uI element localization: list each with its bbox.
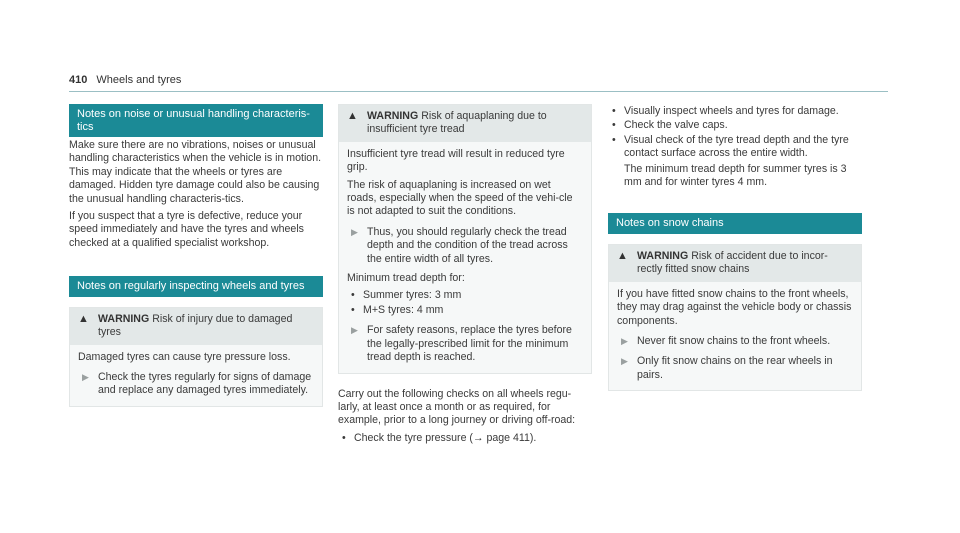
paragraph: Minimum tread depth for: — [347, 272, 465, 285]
paragraph: If you suspect that a tyre is defective, reduce your speed immediately and have the tyres and wheels checked at a qualified specialist workshop. — [69, 210, 304, 249]
action-item: ▶ Never fit snow chains to the front wheels. — [617, 335, 853, 348]
warning-title: Risk of aquaplaning due to insufficient tyre tread — [367, 110, 547, 136]
column-3 — [608, 104, 862, 391]
action-item: ▶ Only fit snow chains on the rear wheels in pairs. — [617, 355, 853, 382]
section-heading-snow-chains: Notes on snow chains — [608, 213, 862, 234]
sub-note: The minimum tread depth for summer tyres is 3 mm and for winter tyres 4 mm. — [624, 162, 847, 189]
arrow-right-icon: ▶ — [621, 356, 628, 367]
list-item: • Visual check of the tyre tread depth and the tyre contact surface across the entire width. — [612, 133, 849, 160]
list-item: • Check the valve caps. — [612, 119, 728, 132]
arrow-right-icon: ▶ — [351, 325, 358, 336]
action-item: ▶ Thus, you should regularly check the tread depth and the condition of the tread across the entire width of all tyres. — [347, 226, 583, 266]
arrow-right-icon: ▶ — [351, 226, 358, 237]
header-rule — [69, 91, 888, 92]
arrow-right-icon: ▶ — [82, 371, 89, 382]
warning-box — [69, 307, 323, 407]
warning-title: Risk of accident due to incor-rectly fitted snow chains — [637, 249, 828, 276]
section-heading-noise: Notes on noise or unusual handling characteris-tics — [69, 104, 323, 137]
page-title: Wheels and tyres — [96, 74, 182, 86]
bullet-list — [347, 289, 583, 317]
warning-label: WARNING — [637, 249, 689, 262]
page-number: 410 — [69, 74, 88, 86]
warning-label: WARNING — [367, 110, 419, 122]
warning-triangle-icon: ▲ — [347, 110, 358, 122]
list-item: • Visually inspect wheels and tyres for damage. — [612, 105, 839, 117]
warning-box — [338, 104, 592, 374]
section-heading-inspecting: Notes on regularly inspecting wheels and tyres — [69, 276, 323, 297]
warning-title: Risk of injury due to damaged tyres — [98, 312, 293, 339]
warning-triangle-icon: ▲ — [78, 312, 89, 325]
page-header — [69, 74, 181, 86]
paragraph: Insufficient tyre tread will result in reduced tyre grip. — [347, 147, 565, 174]
paragraph: Carry out the following checks on all wheels regu-larly, at least once a month or as required, for example, prior to a long journey or driving off-road: — [338, 387, 576, 427]
warning-text: Damaged tyres can cause tyre pressure loss. — [78, 350, 291, 363]
bullet-list — [338, 432, 592, 445]
warning-text: If you have fitted snow chains to the front wheels, they may drag against the vehicle body or chassis components. — [617, 287, 852, 327]
list-item: • Summer tyres: 3 mm — [351, 289, 462, 302]
column-1 — [69, 104, 323, 407]
paragraph: The risk of aquaplaning is increased on wet roads, especially when the speed of the vehi-cle is not adapted to suit the conditions. — [347, 178, 573, 218]
bullet-list — [608, 105, 862, 161]
arrow-right-icon: ▶ — [621, 335, 628, 346]
warning-triangle-icon: ▲ — [617, 249, 628, 262]
column-2 — [338, 104, 592, 446]
warning-box — [608, 244, 862, 391]
list-item: • M+S tyres: 4 mm — [351, 303, 444, 316]
list-item: • Check the tyre pressure (→ page 411). — [342, 431, 537, 444]
action-item: ▶ For safety reasons, replace the tyres before the legally-prescribed limit for the minimum tread depth is reached. — [347, 324, 583, 364]
action-item: ▶ Check the tyres regularly for signs of damage and replace any damaged tyres immediately. — [78, 371, 314, 398]
warning-label: WARNING — [98, 312, 150, 325]
paragraph: Make sure there are no vibrations, noises or unusual handling characteristics when the vehicle is in motion. This may indicate that the wheels or tyres are damaged. Hidden tyre damage could also be causing the unusual handling characteris-tics. — [69, 139, 322, 205]
